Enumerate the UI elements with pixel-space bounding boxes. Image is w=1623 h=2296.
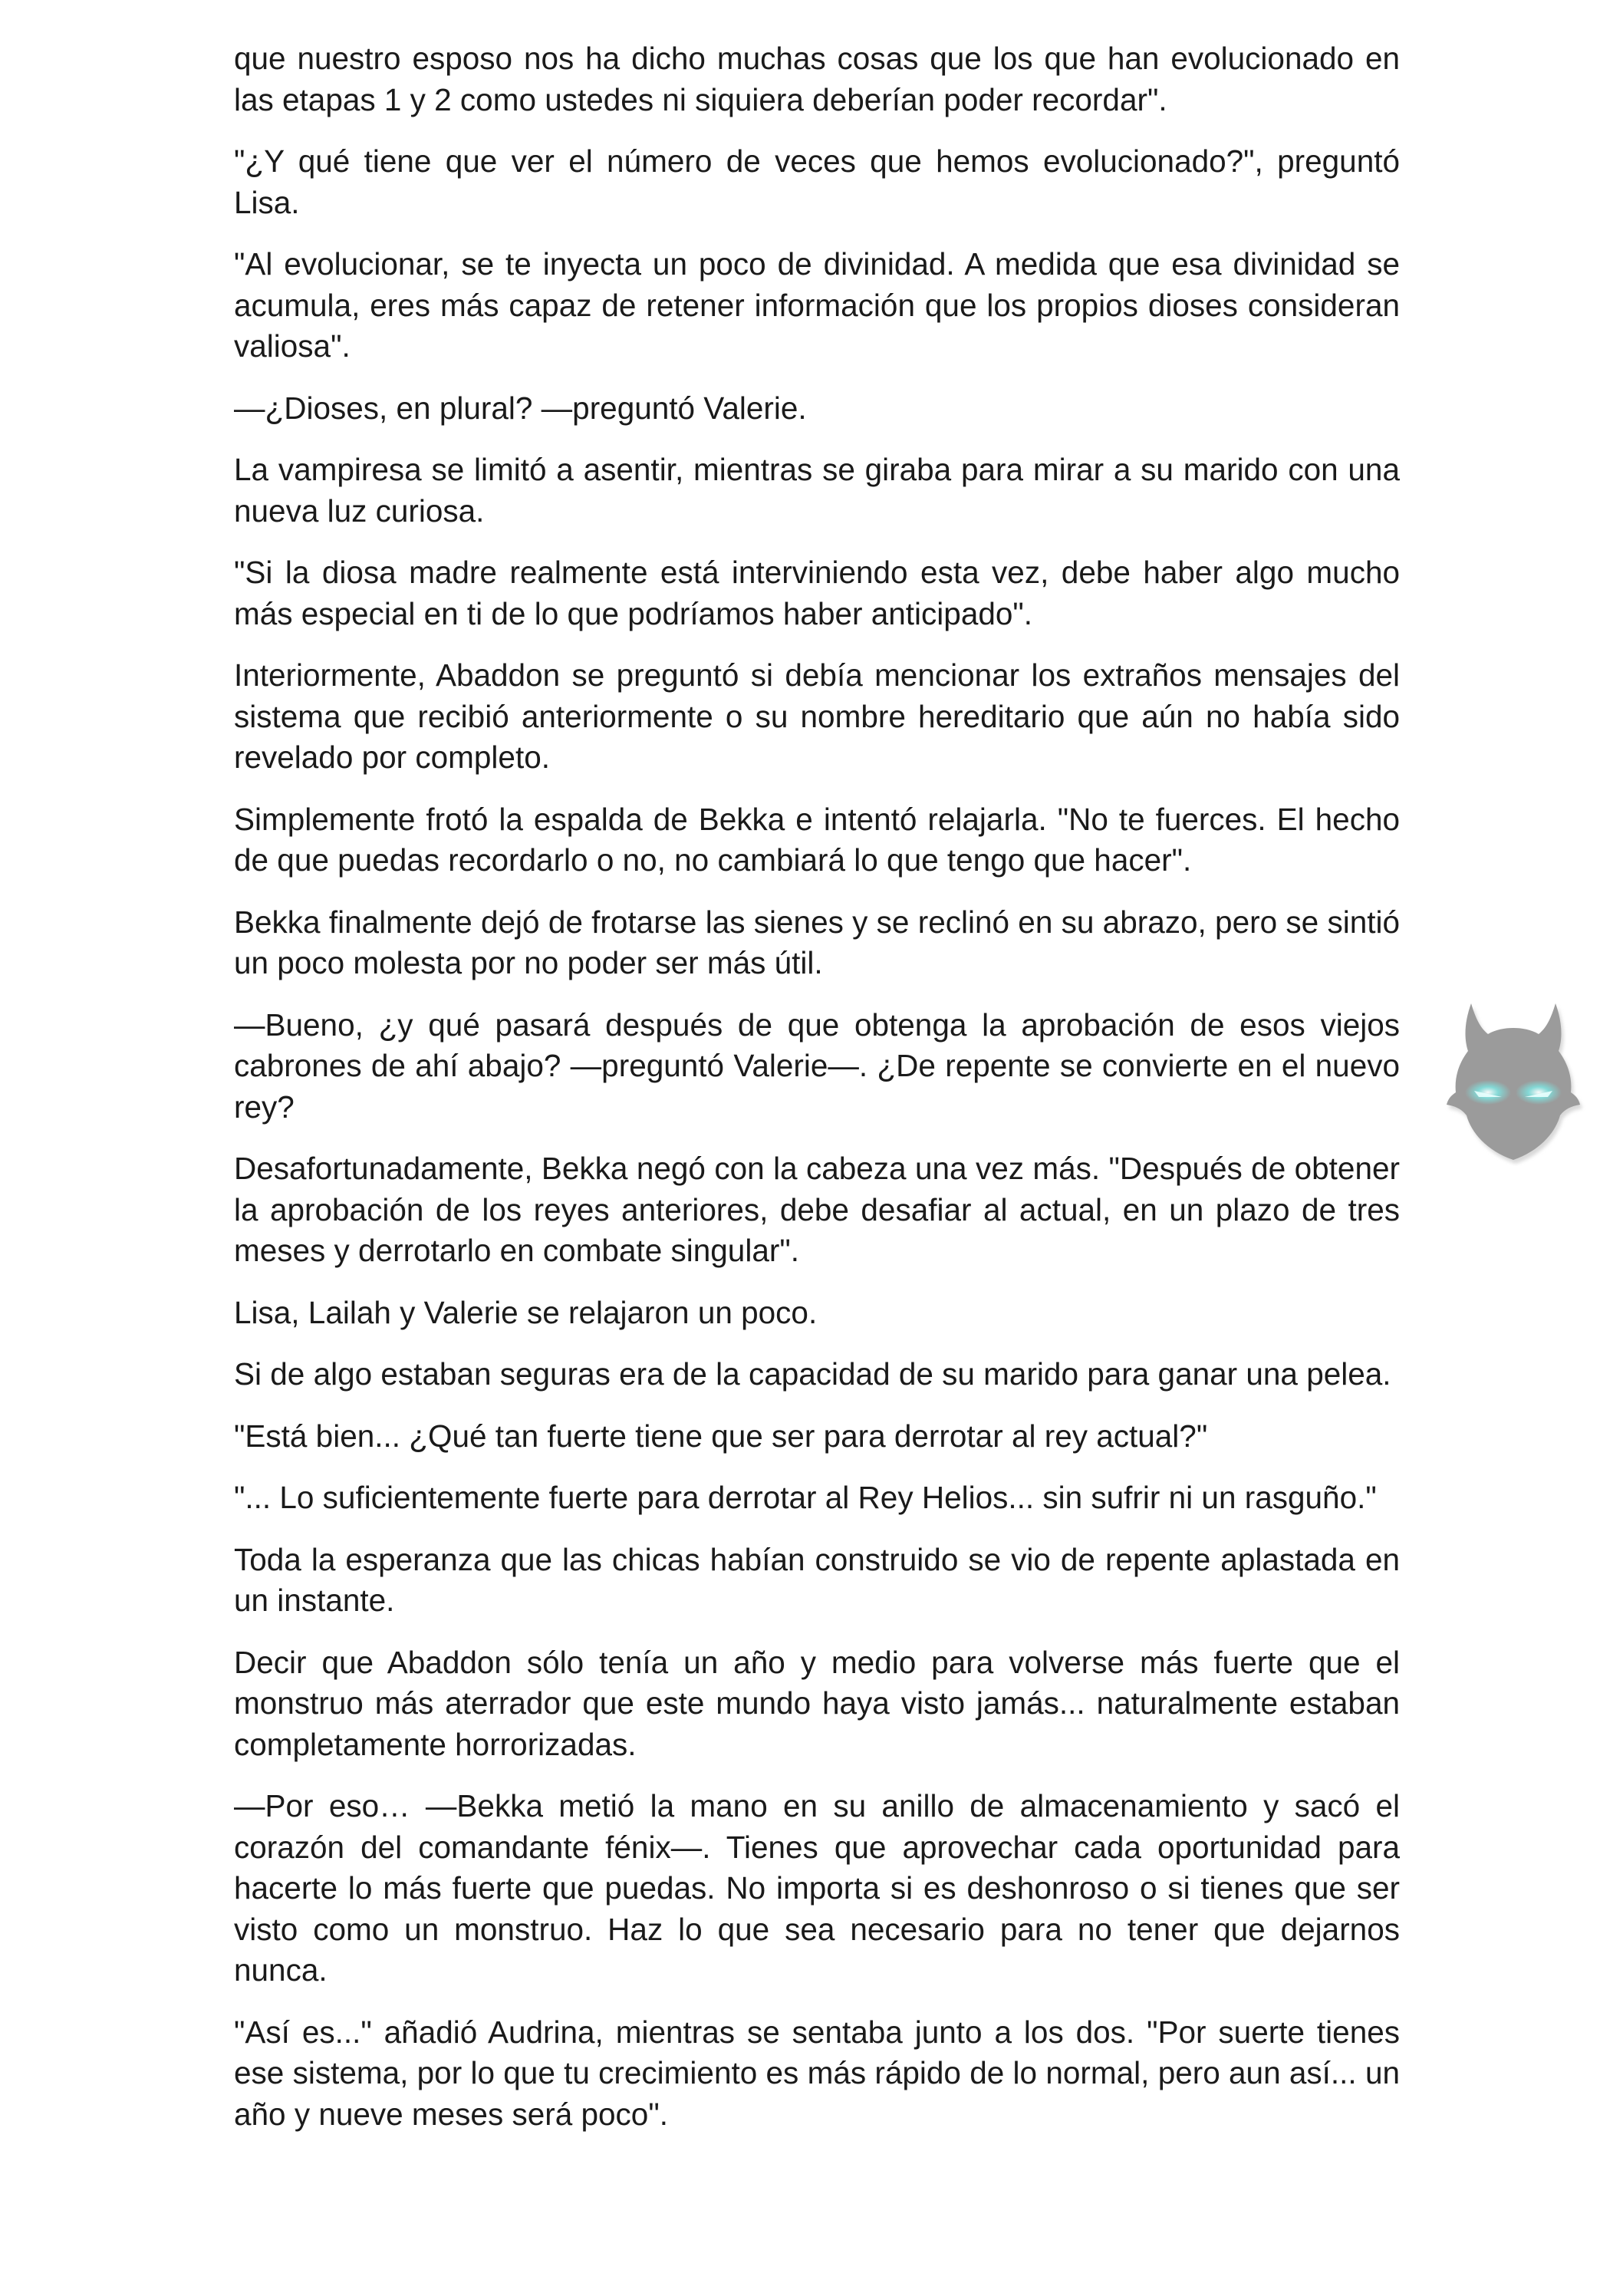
paragraph: "... Lo suficientemente fuerte para derrotar al Rey Helios... sin sufrir ni un rasguño." (234, 1480, 1377, 1515)
paragraph: —¿Dioses, en plural? —preguntó Valerie. (234, 390, 807, 426)
demon-head-shape (1447, 1003, 1580, 1160)
paragraph: Lisa, Lailah y Valerie se relajaron un poco. (234, 1294, 818, 1330)
paragraph: Toda la esperanza que las chicas habían construido se vio de repente aplastada en un instante. (234, 1541, 1400, 1618)
paragraph: Simplemente frotó la espalda de Bekka e intentó relajarla. "No te fuerces. El hecho de que puedas recordarlo o no, no cambiará lo que tengo que hacer". (234, 801, 1400, 878)
paragraph: La vampiresa se limitó a asentir, mientras se giraba para mirar a su marido con una nueva luz curiosa. (234, 452, 1400, 529)
paragraph: Desafortunadamente, Bekka negó con la cabeza una vez más. "Después de obtener la aprobación de los reyes anteriores, debe desafiar al actual, en un plazo de tres meses y derrotarlo en combate singular". (234, 1151, 1400, 1268)
paragraph: "¿Y qué tiene que ver el número de veces que hemos evolucionado?", preguntó Lisa. (234, 143, 1400, 220)
paragraph: "Al evolucionar, se te inyecta un poco de divinidad. A medida que esa divinidad se acumula, eres más capaz de retener información que los propios dioses consideran valiosa". (234, 246, 1400, 364)
demon-head-icon (1440, 997, 1586, 1166)
paragraph: "Así es..." añadió Audrina, mientras se sentaba junto a los dos. "Por suerte tienes ese sistema, por lo que tu crecimiento es más rápido de lo normal, pero aun así... un año y nueve meses será poco". (234, 2014, 1400, 2132)
right-eye-glow (1516, 1080, 1562, 1105)
paragraph: Interiormente, Abaddon se preguntó si debía mencionar los extraños mensajes del sistema que recibió anteriormente o su nombre hereditario que aún no había sido revelado por completo. (234, 657, 1400, 775)
paragraph: Bekka finalmente dejó de frotarse las sienes y se reclinó en su abrazo, pero se sintió un poco molesta por no poder ser más útil. (234, 904, 1400, 980)
paragraph: Decir que Abaddon sólo tenía un año y medio para volverse más fuerte que el monstruo más aterrador que este mundo haya visto jamás... naturalmente estaban completamente horrorizadas. (234, 1644, 1400, 1762)
left-eye-glow (1465, 1080, 1511, 1105)
paragraph: "Está bien... ¿Qué tan fuerte tiene que ser para derrotar al rey actual?" (234, 1418, 1208, 1454)
document-body (234, 38, 1400, 2156)
paragraph: Si de algo estaban seguras era de la capacidad de su marido para ganar una pelea. (234, 1356, 1391, 1392)
paragraph: "Si la diosa madre realmente está interviniendo esta vez, debe haber algo mucho más especial en ti de lo que podríamos haber anticipado". (234, 555, 1400, 631)
paragraph: —Bueno, ¿y qué pasará después de que obtenga la aprobación de esos viejos cabrones de ahí abajo? —preguntó Valerie—. ¿De repente se convierte en el nuevo rey? (234, 1006, 1400, 1125)
paragraph: que nuestro esposo nos ha dicho muchas cosas que los que han evolucionado en las etapas 1 y 2 como ustedes ni siquiera deberían poder recordar". (234, 41, 1400, 117)
paragraph: —Por eso… —Bekka metió la mano en su anillo de almacenamiento y sacó el corazón del comandante fénix—. Tienes que aprovechar cada oportunidad para hacerte lo más fuerte que puedas. No importa si es deshonroso o si tienes que ser visto como un monstruo. Haz lo que sea necesario para no tener que dejarnos nunca. (234, 1788, 1400, 1988)
